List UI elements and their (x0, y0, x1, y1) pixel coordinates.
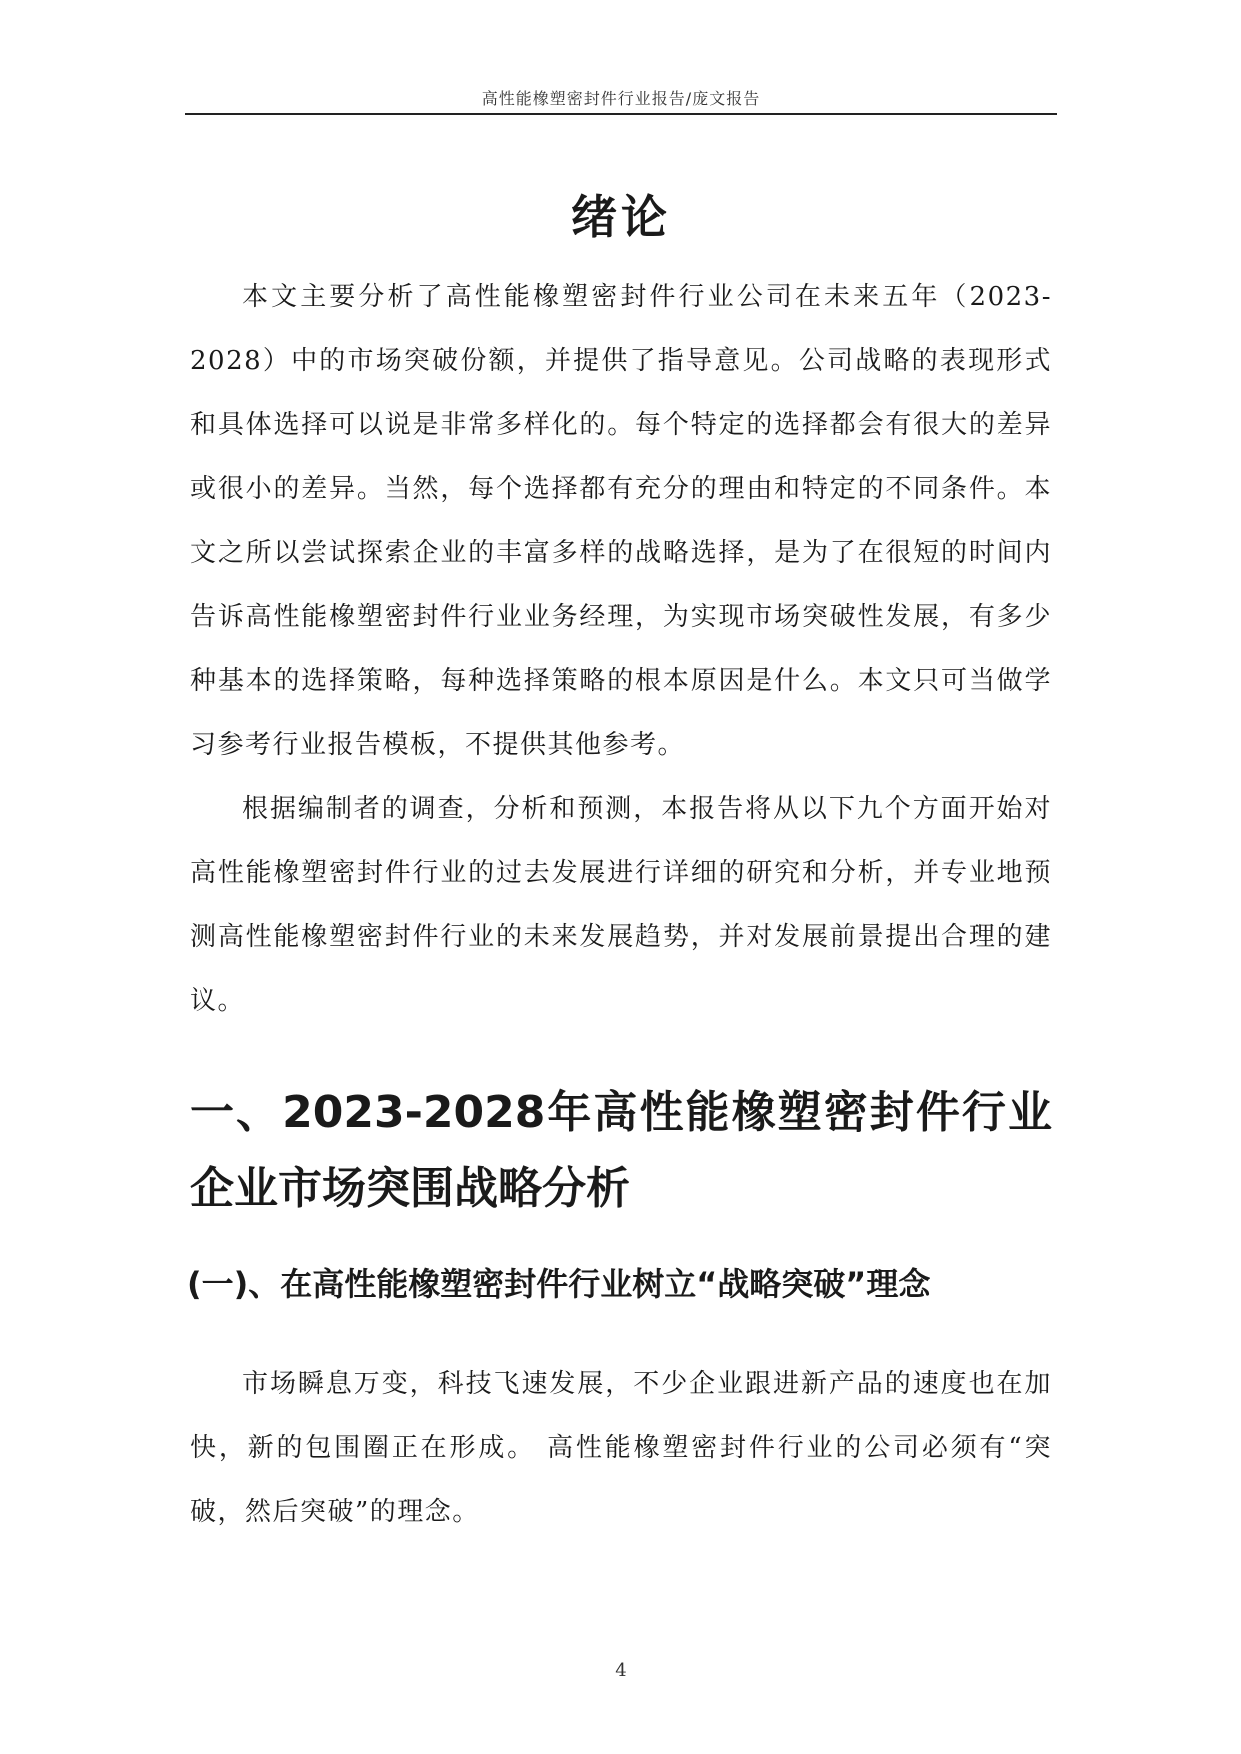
section-paragraph: 市场瞬息万变，科技飞速发展，不少企业跟进新产品的速度也在加快，新的包围圈正在形成。 高性能橡塑密封件行业的公司必须有“突破，然后突破”的理念。 (190, 1369, 1052, 1527)
subsection-heading: (一)、在高性能橡塑密封件行业树立“战略突破”理念 (187, 1265, 931, 1303)
running-header: 高性能橡塑密封件行业报告/庞文报告 (481, 89, 761, 108)
page-title: 绪论 (571, 189, 671, 244)
page-number: 4 (615, 1660, 627, 1681)
section-heading: 一、2023-2028年高性能橡塑密封件行业企业市场突围战略分析 (190, 1087, 1052, 1214)
intro-paragraph: 本文主要分析了高性能橡塑密封件行业公司在未来五年（2023-2028）中的市场突破份额，并提供了指导意见。公司战略的表现形式和具体选择可以说是非常多样化的。每个特定的选择都会有很大的差异或很小的差异。当然，每个选择都有充分的理由和特定的不同条件。本文之所以尝试探索企业的丰富多样的战略选择，是为了在很短的时间内告诉高性能橡塑密封件行业业务经理，为实现市场突破性发展，有多少种基本的选择策略，每种选择策略的根本原因是什么。本文只可当做学习参考行业报告模板，不提供其他参考。 (190, 282, 1052, 760)
intro-paragraph: 根据编制者的调查，分析和预测，本报告将从以下九个方面开始对高性能橡塑密封件行业的过去发展进行详细的研究和分析，并专业地预测高性能橡塑密封件行业的未来发展趋势，并对发展前景提出合理的建议。 (190, 794, 1052, 1016)
header-divider (185, 113, 1057, 115)
